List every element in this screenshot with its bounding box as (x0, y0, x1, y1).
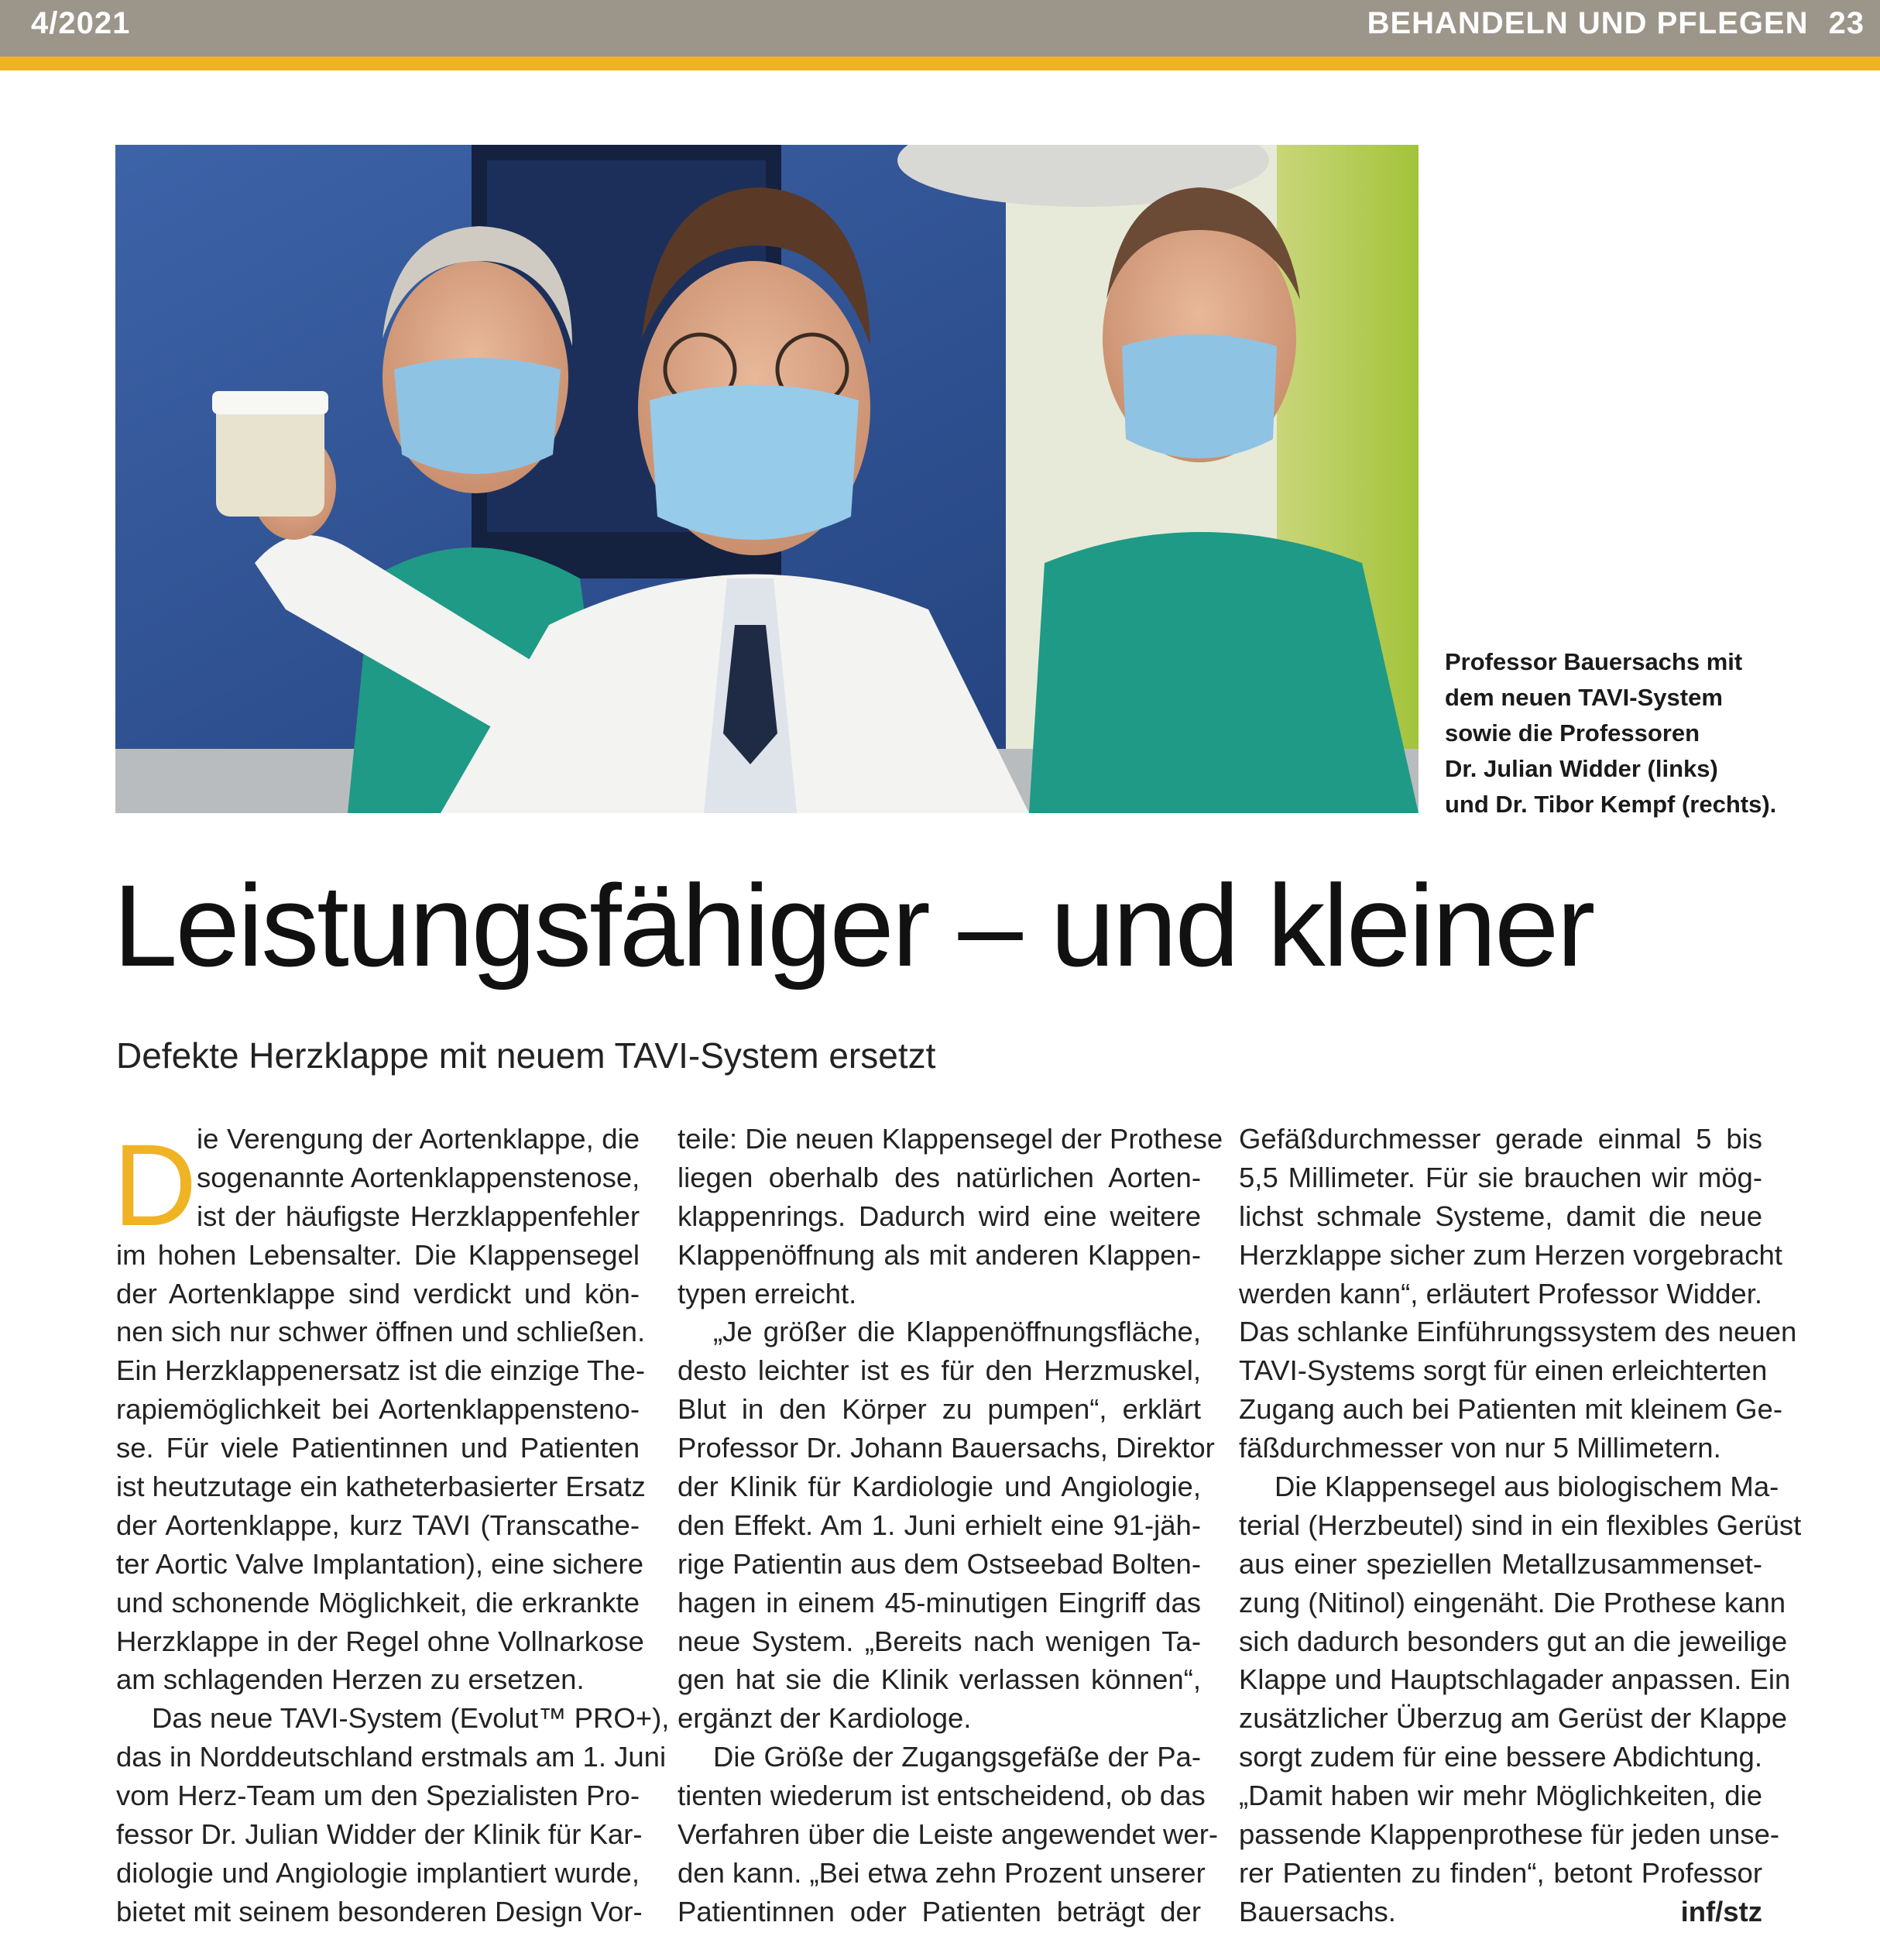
text-line: bietet mit seinem besonderen Design Vor- (116, 1895, 643, 1927)
text-line: Patientinnen oder Patienten beträgt der (678, 1895, 1201, 1927)
text-line: klappenrings. Dadurch wird eine weitere (678, 1200, 1201, 1232)
text-line: Klappenöffnung als mit anderen Klappen- (678, 1238, 1201, 1271)
page-number: 23 (1828, 6, 1865, 40)
text-line: Klappe und Hauptschlagader anpassen. Ein (1239, 1663, 1791, 1696)
text-line: hagen in einem 45-minutigen Eingriff das (678, 1586, 1201, 1618)
text-line: ergänzt der Kardiologe. (678, 1702, 972, 1735)
text-line: der Klinik für Kardiologie und Angiologie, (678, 1471, 1201, 1503)
text-column-3 (1239, 1120, 1802, 1931)
article-subheadline: Defekte Herzklappe mit neuem TAVI-System ersetzt (116, 1035, 936, 1076)
text-line: zung (Nitinol) eingenäht. Die Prothese kann (1239, 1586, 1786, 1618)
text-line: im hohen Lebensalter. Die Klappensegel (116, 1238, 640, 1271)
article-photo (115, 145, 1419, 813)
text-line: liegen oberhalb des natürlichen Aorten- (678, 1161, 1201, 1193)
author-signature: inf/stz (1680, 1895, 1762, 1927)
text-line: ter Aortic Valve Implantation), eine sichere (116, 1547, 643, 1580)
text-line: ie Verengung der Aortenklappe, die (197, 1123, 640, 1155)
text-line: TAVI-Systems sorgt für einen erleichterten (1239, 1354, 1768, 1387)
text-line: „Je größer die Klappenöffnungsfläche, (713, 1316, 1201, 1348)
text-line: den kann. „Bei etwa zehn Prozent unserer (678, 1856, 1206, 1889)
text-line: Herzklappe in der Regel ohne Vollnarkose (116, 1625, 644, 1657)
text-column-2 (678, 1120, 1223, 1931)
text-line: Zugang auch bei Patienten mit kleinem Ge- (1239, 1393, 1783, 1426)
text-line: Die Klappensegel aus biologischem Ma- (1274, 1471, 1779, 1503)
text-line-final (1239, 1893, 1762, 1931)
text-line: Gefäßdurchmesser gerade einmal 5 bis (1239, 1123, 1762, 1155)
text-line: fäßdurchmesser von nur 5 Millimetern. (1239, 1432, 1721, 1464)
text-line: werden kann“, erläutert Professor Widder. (1239, 1277, 1762, 1310)
text-line: fessor Dr. Julian Widder der Klinik für Kar- (116, 1818, 643, 1851)
photo-illustration (115, 145, 1419, 813)
text-line: das in Norddeutschland erstmals am 1. Juni (116, 1741, 667, 1773)
text-line: tienten wiederum ist entscheidend, ob das (678, 1780, 1206, 1812)
text-line: typen erreicht. (678, 1277, 857, 1310)
text-line: 5,5 Millimeter. Für sie brauchen wir mög- (1239, 1161, 1762, 1193)
article-headline: Leistungsfähiger – und kleiner (113, 860, 1594, 990)
text-line: der Aortenklappe sind verdickt und kön- (116, 1277, 640, 1310)
text-line: sogenannte Aortenklappenstenose, (197, 1161, 640, 1193)
section-label: BEHANDELN UND PFLEGEN (1367, 6, 1809, 40)
text-line: Bauersachs. (1239, 1895, 1396, 1927)
text-line: desto leichter ist es für den Herzmuskel, (678, 1354, 1201, 1387)
text-line: aus einer speziellen Metallzusammenset- (1239, 1547, 1762, 1580)
text-line: am schlagenden Herzen zu ersetzen. (116, 1663, 585, 1696)
text-line: rige Patientin aus dem Ostseebad Bolten- (678, 1547, 1201, 1580)
text-line: diologie und Angiologie implantiert wurde, (116, 1856, 640, 1889)
photo-caption (1445, 644, 1817, 822)
caption-line: dem neuen TAVI-System (1445, 684, 1723, 711)
text-line: se. Für viele Patientinnen und Patienten (116, 1432, 640, 1464)
text-line: vom Herz-Team um den Spezialisten Pro- (116, 1780, 640, 1812)
text-line: neue System. „Bereits nach wenigen Ta- (678, 1625, 1201, 1657)
text-line: rapiemöglichkeit bei Aortenklappensteno- (116, 1393, 640, 1426)
text-line: den Effekt. Am 1. Juni erhielt eine 91-jäh- (678, 1509, 1201, 1541)
text-column-1 (116, 1120, 670, 1931)
caption-line: Dr. Julian Widder (links) (1445, 755, 1718, 782)
header-bar (0, 0, 1880, 57)
caption-line: Professor Bauersachs mit (1445, 648, 1743, 675)
text-line: Herzklappe sicher zum Herzen vorgebracht (1239, 1238, 1782, 1271)
text-line: sich dadurch besonders gut an die jeweilige (1239, 1625, 1788, 1657)
text-line: ist der häufigste Herzklappenfehler (197, 1200, 640, 1232)
text-line: nen sich nur schwer öffnen und schließen. (116, 1316, 646, 1348)
text-line: Die Größe der Zugangsgefäße der Pa- (713, 1741, 1201, 1773)
issue-number: 4/2021 (31, 6, 131, 40)
text-line: Das neue TAVI-System (Evolut™ PRO+), (152, 1702, 670, 1735)
text-line: Verfahren über die Leiste angewendet wer- (678, 1818, 1219, 1851)
text-line: der Aortenklappe, kurz TAVI (Transcathe- (116, 1509, 640, 1541)
caption-line: und Dr. Tibor Kempf (rechts). (1445, 791, 1777, 818)
caption-line: sowie die Professoren (1445, 719, 1700, 747)
text-line: zusätzlicher Überzug am Gerüst der Klappe (1239, 1702, 1788, 1735)
drop-cap: D (113, 1120, 197, 1250)
text-line: sorgt zudem für eine bessere Abdichtung. (1239, 1741, 1762, 1773)
text-line: und schonende Möglichkeit, die erkrankte (116, 1586, 640, 1618)
section-title (1367, 6, 1865, 41)
text-line: lichst schmale Systeme, damit die neue (1239, 1200, 1762, 1232)
text-line: gen hat sie die Klinik verlassen können“, (678, 1663, 1201, 1696)
text-line: terial (Herzbeutel) sind in ein flexibles Gerüst (1239, 1509, 1802, 1541)
text-line: Das schlanke Einführungssystem des neuen (1239, 1316, 1797, 1348)
text-line: Blut in den Körper zu pumpen“, erklärt (678, 1393, 1201, 1426)
text-line: Ein Herzklappenersatz ist die einzige The- (116, 1354, 646, 1387)
text-line: ist heutzutage ein katheterbasierter Ersatz (116, 1471, 646, 1503)
text-line: rer Patienten zu finden“, betont Professor (1239, 1856, 1762, 1889)
accent-rule (0, 57, 1880, 70)
text-line: teile: Die neuen Klappensegel der Prothese (678, 1123, 1223, 1155)
text-line: passende Klappenprothese für jeden unse- (1239, 1818, 1780, 1851)
text-line: Professor Dr. Johann Bauersachs, Direktor (678, 1432, 1215, 1464)
text-line: „Damit haben wir mehr Möglichkeiten, die (1239, 1780, 1762, 1812)
